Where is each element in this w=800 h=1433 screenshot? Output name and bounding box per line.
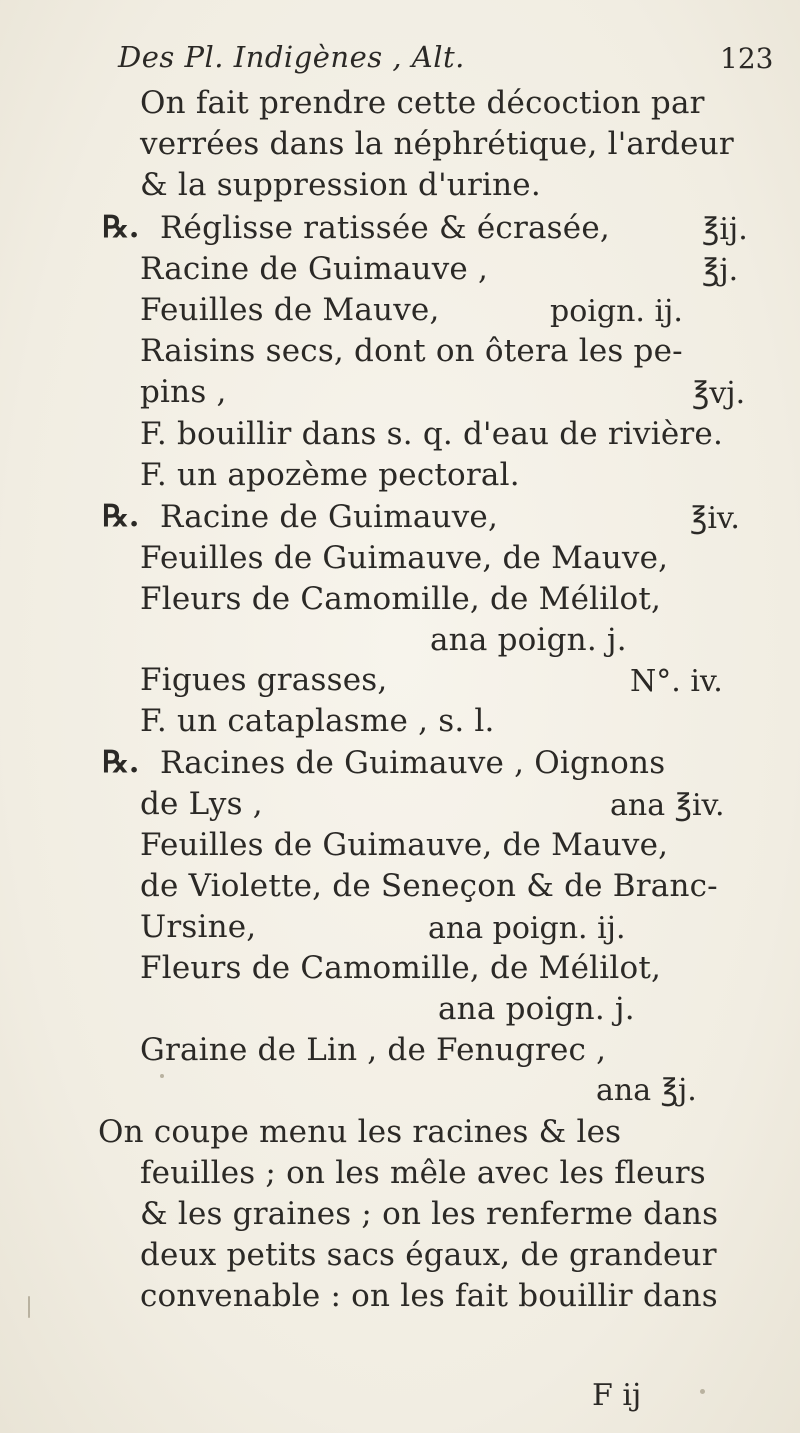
quantity: ana poign. ij. [428,911,626,946]
text-line: ana poign. j. [438,991,635,1027]
text-line: Feuilles de Guimauve, de Mauve, [140,540,669,576]
recipe-symbol: ℞. [102,745,140,780]
text-line: Graine de Lin , de Fenugrec , [140,1032,607,1068]
quantity: poign. ij. [550,294,683,329]
text-line: Racine de Guimauve , [140,251,489,287]
paper-speck [28,1296,30,1318]
text-line: Figues grasses, [140,662,388,698]
text-line: F. un apozème pectoral. [140,457,520,493]
text-line: On coupe menu les racines & les [98,1114,622,1150]
text-line: deux petits sacs égaux, de grandeur [140,1237,717,1273]
text-line: & les graines ; on les renferme dans [140,1196,719,1232]
text-line: de Violette, de Seneçon & de Branc- [140,868,718,904]
quantity: N°. iv. [630,664,723,699]
text-line: pins , [140,374,227,410]
text-line: F. un cataplasme , s. l. [140,703,495,739]
signature-mark: F ij [592,1378,642,1413]
text-line: & la suppression d'urine. [140,167,541,203]
text-line: Feuilles de Guimauve, de Mauve, [140,827,669,863]
text-line: Fleurs de Camomille, de Mélilot, [140,581,662,617]
paper-speck [160,1074,164,1078]
text-line: Racines de Guimauve , Oignons [160,745,666,781]
quantity: ℥j. [702,253,739,288]
text-line: ana poign. j. [430,622,627,658]
text-line: Ursine, [140,909,257,945]
quantity: ℥ij. [702,212,748,247]
page-number: 123 [720,42,774,75]
recipe-symbol: ℞. [102,499,140,534]
running-title: Des Pl. Indigènes , Alt. [118,40,465,74]
quantity: ana ℥iv. [610,788,725,823]
text-line: Feuilles de Mauve, [140,292,440,328]
text-line: convenable : on les fait bouillir dans [140,1278,718,1314]
text-line: F. bouillir dans s. q. d'eau de rivière. [140,416,723,452]
text-line: feuilles ; on les mêle avec les fleurs [140,1155,706,1191]
text-line: Racine de Guimauve, [160,499,499,535]
recipe-symbol: ℞. [102,210,140,245]
text-line: de Lys , [140,786,263,822]
quantity: ℥iv. [690,501,740,536]
quantity: ℥vj. [692,376,746,411]
text-line: Raisins secs, dont on ôtera les pe- [140,333,683,369]
text-line: verrées dans la néphrétique, l'ardeur [140,126,734,162]
text-line: Fleurs de Camomille, de Mélilot, [140,950,662,986]
paper-speck [700,1389,705,1394]
quantity: ana ℥j. [596,1073,697,1108]
text-line: Réglisse ratissée & écrasée, [160,210,610,246]
text-line: On fait prendre cette décoction par [140,85,705,121]
